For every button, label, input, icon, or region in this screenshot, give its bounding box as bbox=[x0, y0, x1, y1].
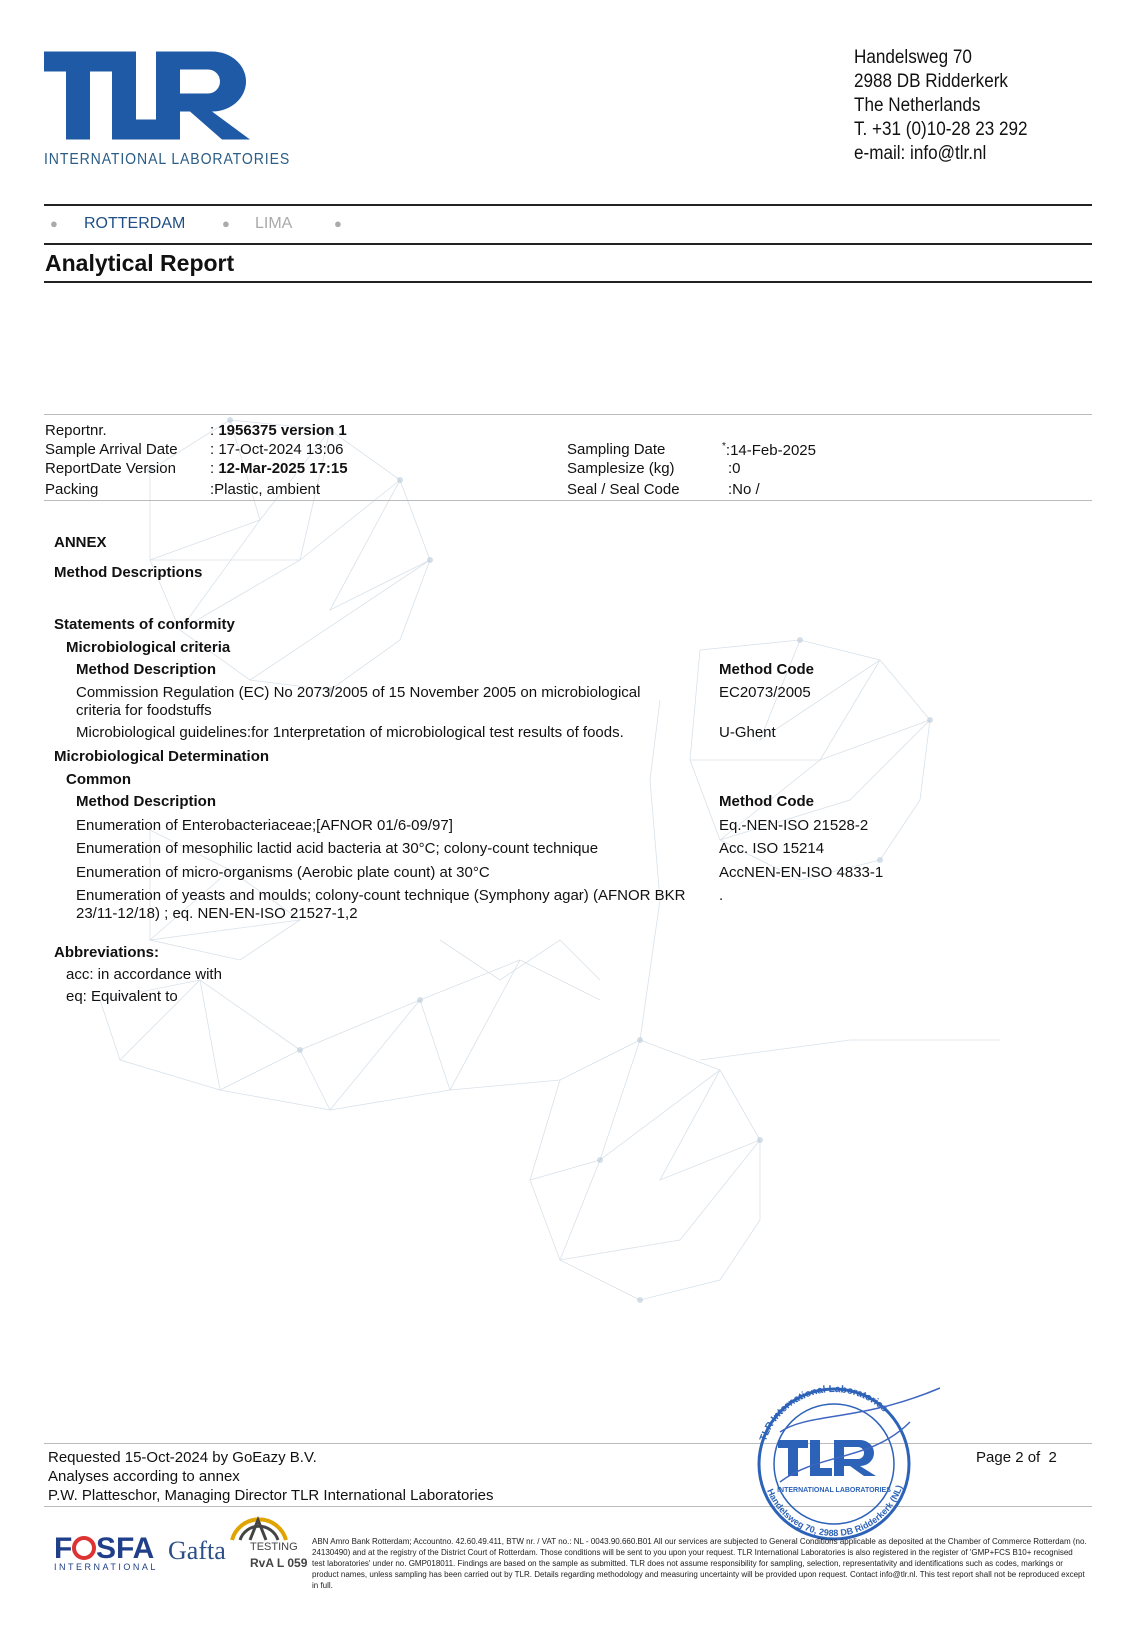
seal-colon: :No / bbox=[728, 481, 760, 498]
nav-dot: ● bbox=[222, 216, 230, 231]
rva-number: RvA L 059 bbox=[250, 1556, 308, 1570]
phone-line: T. +31 (0)10-28 23 292 bbox=[854, 119, 1028, 140]
reportdate-colon: : 12-Mar-2025 17:15 bbox=[210, 460, 348, 477]
fosfa-logo bbox=[54, 1530, 164, 1572]
requested-line: Requested 15-Oct-2024 by GoEazy B.V. bbox=[48, 1449, 317, 1466]
packing-colon: :Plastic, ambient bbox=[210, 481, 321, 498]
common-heading: Common bbox=[66, 771, 131, 788]
nav-lima[interactable]: LIMA bbox=[255, 215, 293, 232]
address-line: 2988 DB Ridderkerk bbox=[854, 71, 1008, 92]
email-line: e-mail: info@tlr.nl bbox=[854, 143, 987, 164]
col-method-code: Method Code bbox=[719, 661, 814, 678]
determination-desc: Enumeration of mesophilic lactid acid bacteria at 30°C; colony-count technique bbox=[76, 840, 599, 857]
determination-code: Acc. ISO 15214 bbox=[719, 840, 825, 857]
determination-code: Eq.-NEN-ISO 21528-2 bbox=[719, 817, 869, 834]
sampling-colon: *:14-Feb-2025 bbox=[722, 441, 816, 459]
reportdate-label: ReportDate Version bbox=[45, 460, 176, 477]
svg-text:TLR International Laboratories: TLR International Laboratories bbox=[757, 1383, 890, 1443]
sampling-value: 14-Feb-2025 bbox=[730, 442, 816, 459]
svg-text:SFA: SFA bbox=[96, 1532, 155, 1565]
packing-label: Packing bbox=[45, 481, 99, 498]
reportnr-label: Reportnr. bbox=[45, 422, 107, 439]
svg-text:INTERNATIONAL: INTERNATIONAL bbox=[54, 1562, 158, 1572]
abbreviation-item: eq: Equivalent to bbox=[66, 988, 178, 1005]
criteria-desc: Commission Regulation (EC) No 2073/2005 of 15 November 2005 on microbiological criteria for foodstuffs bbox=[76, 684, 641, 719]
determination-code: AccNEN-EN-ISO 4833-1 bbox=[719, 864, 884, 881]
svg-text:INTERNATIONAL LABORATORIES: INTERNATIONAL LABORATORIES bbox=[777, 1487, 891, 1494]
address-line: Handelsweg 70 bbox=[854, 47, 972, 68]
packing-value: Plastic, ambient bbox=[214, 481, 321, 498]
header-rule bbox=[44, 204, 1092, 206]
samplesize-colon: :0 bbox=[728, 460, 741, 477]
col-method-description: Method Description bbox=[76, 661, 217, 678]
determination-desc: Enumeration of yeasts and moulds; colony-count technique (Symphony agar) (AFNOR BKR 23/11-12/18) ; eq. NEN-EN-ISO 21527-1,2 bbox=[76, 887, 686, 922]
legal-text: ABN Amro Bank Rotterdam; Accountno. 42.60.49.411, BTW nr. / VAT no.: NL - 0043.90.660.B01 All our services are subjected to General Conditions applicable as deposited at the Chamber of Commerce Rotterdam (no. 24130490) and at the registry of the District Court of Rotterdam. Those conditions will be sent to you upon your request. TLR International Laboratories is also registered in the register of 'GMP+FCS B10+ recognised test laboratories' under no. GMP018011. Findings are based on the sample as submitted. TLR does not assume responsibility for sampling, selection, representativity and identifications such as codes, markings or product names, unless sampling has been carried out by TLR. Details regarding methodology and measuring uncertainty will be provided upon request. Contact info@tlr.nl. This test report shall not be reproduced except in full. bbox=[312, 1537, 1087, 1590]
samplesize-value: 0 bbox=[732, 460, 741, 477]
samplesize-label: Samplesize (kg) bbox=[567, 460, 675, 477]
tlr-logo bbox=[44, 40, 254, 155]
meta-top-rule bbox=[44, 414, 1092, 415]
micro-determination-heading: Microbiological Determination bbox=[54, 748, 270, 765]
reportnr-value: 1956375 version 1 bbox=[218, 422, 347, 439]
reportdate-value: 12-Mar-2025 17:15 bbox=[218, 460, 348, 477]
criteria-code: EC2073/2005 bbox=[719, 684, 811, 701]
logo-subtitle: INTERNATIONAL LABORATORIES bbox=[44, 151, 291, 168]
company-address bbox=[854, 46, 1028, 166]
svg-text:Handelsweg 70, 2988 DB Ridderk: Handelsweg 70, 2988 DB Ridderkerk (NL) bbox=[765, 1483, 905, 1539]
criteria-desc: Microbiological guidelines:for 1nterpretation of microbiological test results of foods. bbox=[76, 724, 624, 741]
nav-rule bbox=[44, 243, 1092, 245]
col-method-description: Method Description bbox=[76, 793, 217, 810]
statements-heading: Statements of conformity bbox=[54, 616, 235, 633]
page-number: Page 2 of 2 bbox=[976, 1449, 1057, 1466]
analyses-line: Analyses according to annex bbox=[48, 1468, 240, 1485]
seal-value: No / bbox=[732, 481, 760, 498]
determination-code: . bbox=[719, 887, 724, 904]
sampling-label: Sampling Date bbox=[567, 441, 666, 458]
micro-criteria-heading: Microbiological criteria bbox=[66, 639, 231, 656]
reportnr-colon: : 1956375 version 1 bbox=[210, 422, 347, 439]
rva-testing: TESTING bbox=[250, 1541, 298, 1553]
seal-label: Seal / Seal Code bbox=[567, 481, 680, 498]
arrival-value: 17-Oct-2024 13:06 bbox=[218, 441, 344, 458]
annex-heading: ANNEX bbox=[54, 534, 107, 551]
signer-line: P.W. Platteschor, Managing Director TLR International Laboratories bbox=[48, 1487, 494, 1504]
gafta-logo: Gafta bbox=[168, 1536, 226, 1565]
col-method-code: Method Code bbox=[719, 793, 814, 810]
nav-dot: ● bbox=[334, 216, 342, 231]
determination-desc: Enumeration of Enterobacteriaceae;[AFNOR 01/6-09/97] bbox=[76, 817, 453, 834]
rva-logo-icon bbox=[228, 1508, 290, 1542]
company-stamp bbox=[740, 1382, 940, 1542]
arrival-colon: : 17-Oct-2024 13:06 bbox=[210, 441, 344, 458]
nav-rotterdam[interactable]: ROTTERDAM bbox=[84, 215, 186, 232]
abbreviation-item: acc: in accordance with bbox=[66, 966, 222, 983]
address-line: The Netherlands bbox=[854, 95, 981, 116]
title-rule bbox=[44, 281, 1092, 283]
svg-text:F: F bbox=[54, 1532, 73, 1565]
meta-bottom-rule bbox=[44, 500, 1092, 501]
determination-desc: Enumeration of micro-organisms (Aerobic plate count) at 30°C bbox=[76, 864, 490, 881]
nav-dot: ● bbox=[50, 216, 58, 231]
arrival-label: Sample Arrival Date bbox=[45, 441, 178, 458]
abbreviations-heading: Abbreviations: bbox=[54, 944, 160, 961]
criteria-code: U-Ghent bbox=[719, 724, 776, 741]
page-title: Analytical Report bbox=[45, 250, 235, 276]
method-descriptions-heading: Method Descriptions bbox=[54, 564, 203, 581]
